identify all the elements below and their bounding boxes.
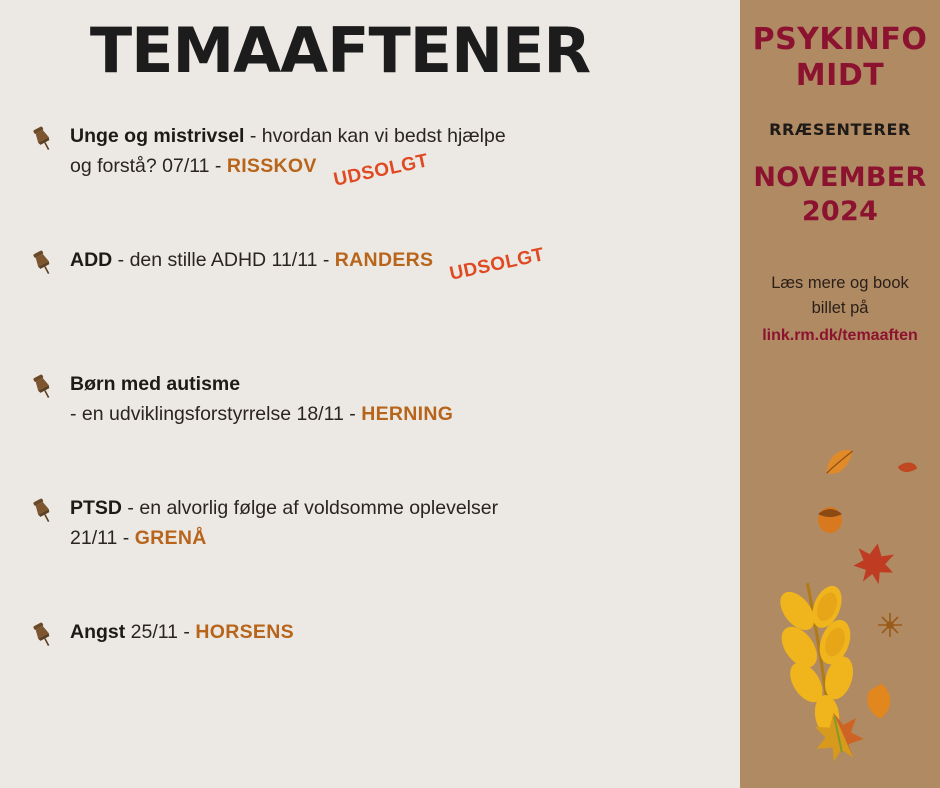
brand-line-2: MIDT — [795, 58, 885, 93]
presents-label: RRÆSENTERER — [769, 120, 911, 139]
event-line-1 — [70, 617, 740, 647]
status-badge: UDSOLGT — [448, 244, 547, 285]
pushpin-icon — [28, 620, 58, 650]
event-line-2 — [70, 150, 740, 191]
event-date: 21/11 - — [70, 527, 135, 549]
booking-link[interactable]: link.rm.dk/temaaften — [762, 327, 918, 344]
event-line-1 — [70, 493, 740, 523]
event-date: og forstå? 07/11 - — [70, 155, 227, 177]
event-line-1 — [70, 369, 740, 399]
year: 2024 — [801, 196, 879, 227]
event-detail: - en udviklingsforstyrrelse 18/11 - — [70, 403, 362, 425]
poster-sidebar — [740, 0, 940, 788]
event-detail: - en alvorlig følge af voldsomme oplevelser — [122, 497, 499, 519]
status-badge: UDSOLGT — [331, 150, 431, 191]
list-item[interactable] — [26, 245, 740, 331]
event-location: GRENÅ — [134, 527, 207, 549]
list-item[interactable] — [26, 617, 740, 657]
booking-line-1: Læs mere og book — [771, 274, 909, 292]
event-line-2 — [70, 523, 740, 553]
page-title: TEMAAFTENER — [89, 14, 591, 87]
booking-info — [740, 271, 940, 348]
event-line-1 — [70, 121, 740, 151]
pushpin-icon — [28, 372, 58, 402]
booking-line-2: billet på — [811, 299, 869, 317]
autumn-leaves-decoration — [740, 440, 940, 788]
event-title: Angst — [70, 621, 126, 643]
month-name: NOVEMBER — [753, 162, 927, 193]
event-location: HORSENS — [195, 621, 294, 643]
brand-name — [740, 22, 940, 94]
event-location: RISSKOV — [226, 155, 317, 177]
event-title: Børn med autisme — [70, 373, 241, 395]
event-list — [0, 121, 740, 657]
pushpin-icon — [28, 496, 58, 526]
event-line-1 — [70, 244, 740, 285]
list-item[interactable] — [26, 369, 740, 455]
event-title: Unge og mistrivsel — [70, 125, 245, 147]
month-heading — [740, 161, 940, 229]
brand-line-1: PSYKINFO — [752, 22, 928, 57]
event-detail: - hvordan kan vi bedst hjælpe — [244, 125, 506, 147]
event-detail: - den stille ADHD 11/11 - — [112, 249, 335, 271]
event-title: PTSD — [70, 497, 123, 519]
list-item[interactable] — [26, 121, 740, 207]
list-item[interactable] — [26, 493, 740, 579]
pushpin-icon — [28, 124, 58, 154]
event-line-2 — [70, 399, 740, 429]
event-location: RANDERS — [334, 249, 434, 271]
event-detail: 25/11 - — [125, 621, 196, 643]
event-title: ADD — [70, 249, 113, 271]
event-location: HERNING — [361, 403, 454, 425]
pushpin-icon — [28, 248, 58, 278]
